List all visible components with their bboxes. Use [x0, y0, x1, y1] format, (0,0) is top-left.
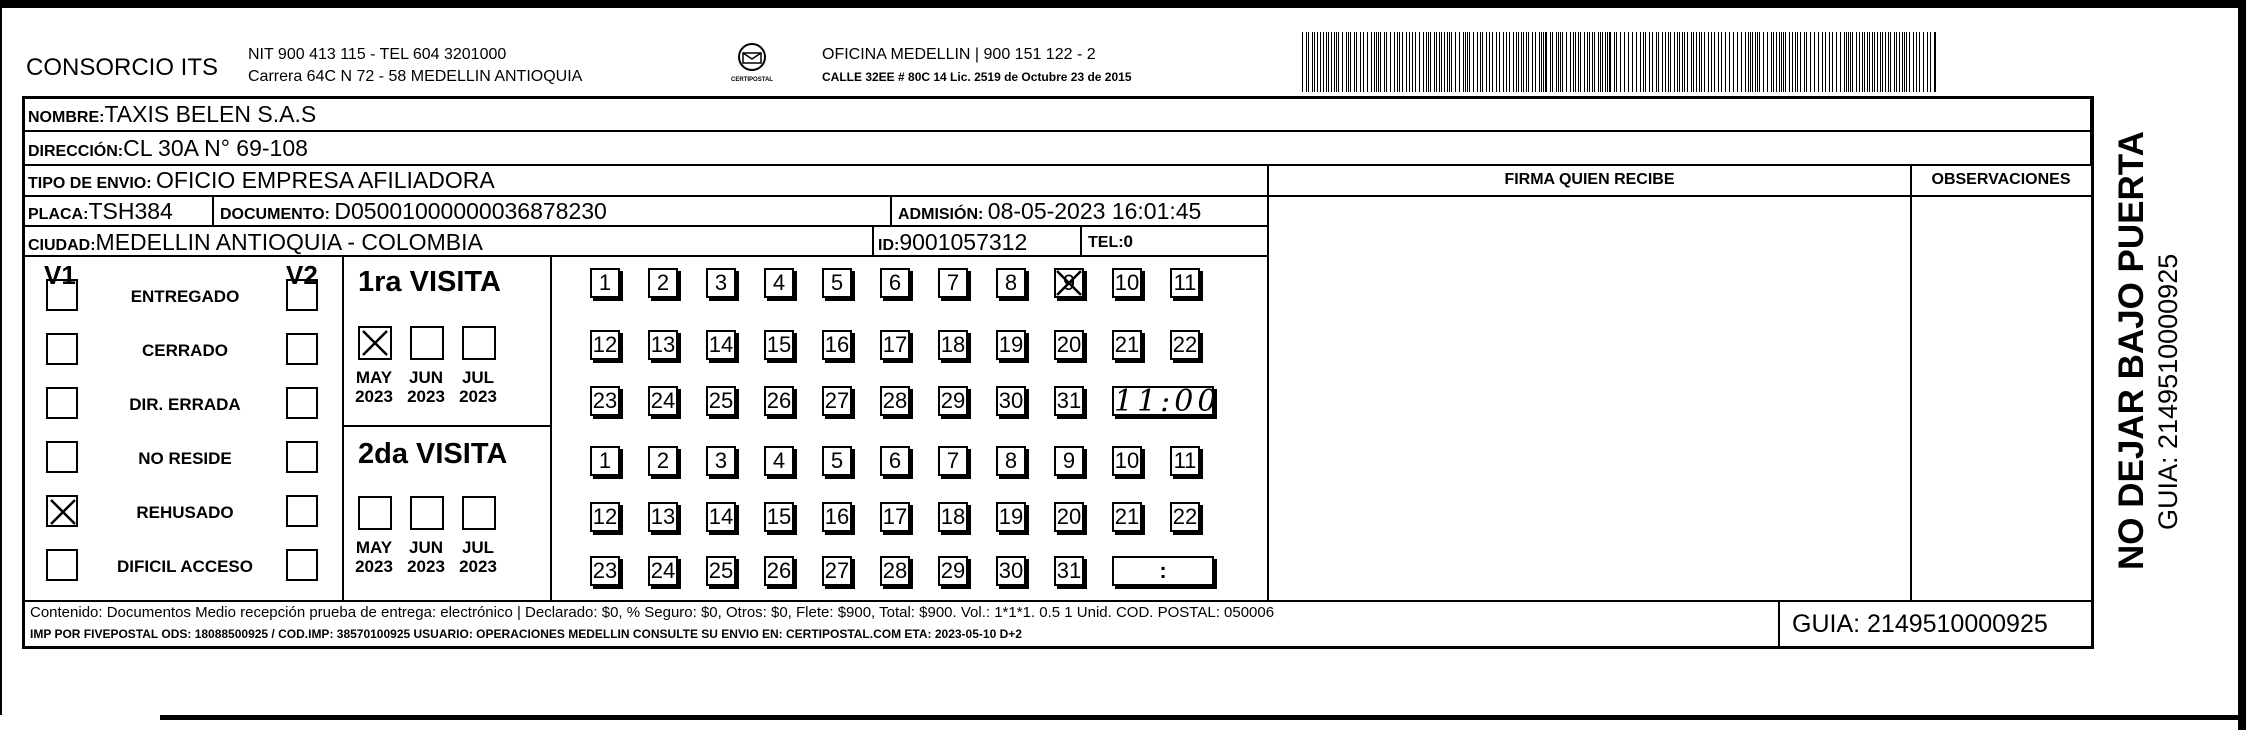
visit2-day-box[interactable]: 17: [880, 502, 910, 532]
documento-value: D05001000000036878230: [334, 198, 607, 224]
v2-checkbox[interactable]: [286, 549, 318, 581]
col-line: [890, 195, 892, 226]
visit1-day-box[interactable]: 1: [590, 268, 620, 298]
visit2-day-box[interactable]: 21: [1112, 502, 1142, 532]
visit1-month-label: [400, 368, 452, 406]
row-line: [22, 195, 2094, 197]
col-line: [342, 255, 344, 601]
id-label: ID:: [878, 237, 900, 254]
col-line: [2090, 96, 2092, 166]
row-line: [22, 164, 2094, 166]
placa-row: [28, 198, 173, 225]
direccion-label: DIRECCIÓN:: [28, 143, 124, 160]
documento-label: DOCUMENTO:: [220, 206, 330, 223]
tel-label: TEL:: [1088, 234, 1124, 251]
visit1-day-box[interactable]: 27: [822, 386, 852, 416]
visit1-day-box[interactable]: 2: [648, 268, 678, 298]
visit1-day-box[interactable]: 15: [764, 330, 794, 360]
v1-label: V1: [44, 260, 76, 290]
visit1-day-box[interactable]: 29: [938, 386, 968, 416]
observaciones-header: OBSERVACIONES: [1931, 171, 2071, 188]
visit2-day-box[interactable]: 14: [706, 502, 736, 532]
v2-checkbox[interactable]: [286, 441, 318, 473]
nombre-label: NOMBRE:: [28, 109, 105, 126]
tel-row: [1088, 232, 1133, 252]
col-line: [1267, 164, 1269, 601]
status-label: DIFICIL ACCESO: [116, 557, 253, 576]
visit1-day-box[interactable]: 18: [938, 330, 968, 360]
visit1-day-box[interactable]: 21: [1112, 330, 1142, 360]
month-year: 2023: [407, 557, 445, 576]
visit1-day-box[interactable]: 19: [996, 330, 1026, 360]
top-border: [0, 0, 2246, 8]
admision-label: ADMISIÓN:: [898, 206, 984, 223]
no-dejar-text: NO DEJAR BAJO PUERTA: [2112, 131, 2151, 570]
visit2-month-checkbox[interactable]: [462, 496, 496, 530]
visit2-day-box[interactable]: 6: [880, 446, 910, 476]
admision-value: 08-05-2023 16:01:45: [987, 198, 1202, 224]
visit2-month-label: [452, 538, 504, 576]
visit2-day-box[interactable]: 12: [590, 502, 620, 532]
left-rule: [0, 0, 2, 715]
month-year: 2023: [459, 387, 497, 406]
visit1-day-box[interactable]: 8: [996, 268, 1026, 298]
month-name: MAY: [355, 368, 393, 387]
visit2-day-box[interactable]: 22: [1170, 502, 1200, 532]
v1-checkbox[interactable]: [46, 279, 78, 311]
visit1-day-box[interactable]: 3: [706, 268, 736, 298]
office-address: CALLE 32EE # 80C 14 Lic. 2519 de Octubre 23 de 2015: [822, 70, 1132, 84]
visit2-day-box[interactable]: 7: [938, 446, 968, 476]
status-label: NO RESIDE: [138, 449, 232, 468]
visit2-day-box[interactable]: 29: [938, 556, 968, 586]
month-name: MAY: [355, 538, 393, 557]
visit1-day-box[interactable]: 11: [1170, 268, 1200, 298]
month-year: 2023: [355, 387, 393, 406]
barcode-icon: [1302, 32, 1938, 92]
col-line: [872, 225, 874, 256]
visit2-day-box[interactable]: 25: [706, 556, 736, 586]
visit2-time-box[interactable]: [1112, 556, 1214, 586]
visit2-month-label: [400, 538, 452, 576]
status-label: REHUSADO: [136, 503, 234, 522]
id-row: [878, 229, 1027, 256]
visit2-day-box[interactable]: 3: [706, 446, 736, 476]
bottom-rule: [160, 715, 2246, 720]
placa-value: TSH384: [88, 198, 173, 224]
visit2-day-box[interactable]: 8: [996, 446, 1026, 476]
ciudad-value: MEDELLIN ANTIOQUIA - COLOMBIA: [95, 229, 483, 255]
visit2-time-value: :: [1159, 558, 1167, 583]
visit1-title: 1ra VISITA: [358, 266, 501, 298]
visit2-month-checkbox[interactable]: [410, 496, 444, 530]
visit2-day-box[interactable]: 2: [648, 446, 678, 476]
visit2-day-box[interactable]: 15: [764, 502, 794, 532]
month-year: 2023: [407, 387, 445, 406]
visit2-day-box[interactable]: 19: [996, 502, 1026, 532]
v2-checkbox[interactable]: [286, 333, 318, 365]
visit1-day-box[interactable]: 30: [996, 386, 1026, 416]
v2-checkbox[interactable]: [286, 495, 318, 527]
v2-checkbox[interactable]: [286, 387, 318, 419]
visit2-day-box[interactable]: 9: [1054, 446, 1084, 476]
nit-line: NIT 900 413 115 - TEL 604 3201000: [248, 46, 507, 63]
visit1-day-box[interactable]: 13: [648, 330, 678, 360]
visit1-day-box[interactable]: 6: [880, 268, 910, 298]
right-border: [2238, 0, 2246, 730]
visit2-day-box[interactable]: 18: [938, 502, 968, 532]
imp-line: IMP POR FIVEPOSTAL ODS: 18088500925 / COD.IMP: 38570100925 USUARIO: OPERACIONES MEDELLIN CONSULTE SU ENVIO EN: CERTIPOSTAL.COM ETA: 2023-05-10 D+2: [30, 627, 1022, 641]
visit1-day-box[interactable]: 10: [1112, 268, 1142, 298]
admision-row: [898, 198, 1201, 225]
visit2-title: 2da VISITA: [358, 438, 508, 470]
col-line: [1910, 164, 1912, 601]
id-value: 9001057312: [899, 229, 1028, 255]
v2-label: V2: [286, 260, 318, 290]
direccion-value: CL 30A N° 69-108: [123, 135, 308, 161]
visit2-day-box[interactable]: 27: [822, 556, 852, 586]
v1-checkbox[interactable]: [46, 441, 78, 473]
tipo-value: OFICIO EMPRESA AFILIADORA: [156, 167, 495, 193]
month-year: 2023: [355, 557, 393, 576]
visit2-day-box[interactable]: 11: [1170, 446, 1200, 476]
month-name: JUL: [461, 368, 495, 387]
visit1-day-box[interactable]: 25: [706, 386, 736, 416]
side-text: [2112, 110, 2184, 570]
visit2-day-box[interactable]: 28: [880, 556, 910, 586]
visit2-day-box[interactable]: 31: [1054, 556, 1084, 586]
side-guia-text: GUIA: 2149510000925: [2153, 253, 2183, 530]
visit1-day-box[interactable]: 16: [822, 330, 852, 360]
visit2-day-box[interactable]: 5: [822, 446, 852, 476]
v1-checkbox[interactable]: [46, 387, 78, 419]
visit1-day-box[interactable]: 14: [706, 330, 736, 360]
logo-text: CERTIPOSTAL: [731, 77, 773, 83]
visit1-day-box[interactable]: 26: [764, 386, 794, 416]
guia-footer: GUIA: 2149510000925: [1792, 610, 2048, 638]
row-line: [22, 130, 2094, 132]
month-year: 2023: [459, 557, 497, 576]
visit1-day-box[interactable]: 24: [648, 386, 678, 416]
status-label: DIR. ERRADA: [129, 395, 241, 414]
row-line: [342, 425, 550, 427]
visit1-day-box[interactable]: 28: [880, 386, 910, 416]
tipo-row: [28, 167, 495, 194]
day-check-mark-icon: [1054, 268, 1084, 298]
visit1-day-box[interactable]: 9: [1054, 268, 1084, 298]
visit1-day-box[interactable]: 31: [1054, 386, 1084, 416]
visit1-day-box[interactable]: 22: [1170, 330, 1200, 360]
month-name: JUN: [408, 538, 443, 557]
status-label: CERRADO: [142, 341, 228, 360]
visit1-day-box[interactable]: 20: [1054, 330, 1084, 360]
visit1-month-label: [452, 368, 504, 406]
visit2-day-box[interactable]: 24: [648, 556, 678, 586]
month-name: JUL: [461, 538, 495, 557]
row-line: [22, 600, 2094, 602]
visit2-day-box[interactable]: 20: [1054, 502, 1084, 532]
v2-checkbox[interactable]: [286, 279, 318, 311]
visit2-day-box[interactable]: 10: [1112, 446, 1142, 476]
direccion-row: [28, 135, 308, 162]
visit2-day-box[interactable]: 13: [648, 502, 678, 532]
visit2-day-box[interactable]: 1: [590, 446, 620, 476]
month-name: JUN: [408, 368, 443, 387]
address-line: Carrera 64C N 72 - 58 MEDELLIN ANTIOQUIA: [248, 68, 583, 85]
v1-checkbox[interactable]: [46, 549, 78, 581]
visit2-month-label: [348, 538, 400, 576]
col-line: [212, 195, 214, 226]
visit1-day-box[interactable]: 23: [590, 386, 620, 416]
visit1-day-box[interactable]: 4: [764, 268, 794, 298]
col-line: [550, 255, 552, 601]
company-name: CONSORCIO ITS: [26, 54, 219, 81]
visit2-day-box[interactable]: 26: [764, 556, 794, 586]
col-line: [1778, 600, 1780, 649]
v1-checkbox[interactable]: [46, 333, 78, 365]
visit1-day-box[interactable]: 17: [880, 330, 910, 360]
visit2-day-box[interactable]: 16: [822, 502, 852, 532]
visit1-month-checkbox[interactable]: [410, 326, 444, 360]
v1-checkbox[interactable]: [46, 495, 78, 527]
visit1-month-label: [348, 368, 400, 406]
nombre-row: [28, 101, 316, 128]
visit1-day-box[interactable]: 12: [590, 330, 620, 360]
office-line: OFICINA MEDELLIN | 900 151 122 - 2: [822, 46, 1096, 63]
tel-value: 0: [1123, 232, 1134, 251]
firma-header: FIRMA QUIEN RECIBE: [1504, 171, 1675, 188]
visit1-time-value: 11:00: [1114, 384, 1221, 419]
visit2-month-checkbox[interactable]: [358, 496, 392, 530]
documento-row: [220, 198, 607, 225]
visit1-day-box[interactable]: 7: [938, 268, 968, 298]
tipo-label: TIPO DE ENVIO:: [28, 175, 152, 192]
nombre-value: TAXIS BELEN S.A.S: [104, 101, 317, 127]
envelope-icon: [735, 42, 769, 72]
visit2-day-box[interactable]: 23: [590, 556, 620, 586]
placa-label: PLACA:: [28, 206, 89, 223]
certipostal-logo-icon: [722, 42, 782, 92]
visit1-month-checkbox[interactable]: [358, 326, 392, 360]
ciudad-label: CIUDAD:: [28, 237, 96, 254]
visit2-day-box[interactable]: 4: [764, 446, 794, 476]
visit1-month-checkbox[interactable]: [462, 326, 496, 360]
contenido-line: Contenido: Documentos Medio recepción prueba de entrega: electrónico | Declarado: $0, % Seguro: $0, Otros: $0, Flete: $900, Total: $900. Vol.: 1*1*1. 0.5 1 Unid. COD. POSTAL: 050006: [30, 604, 1275, 621]
visit1-time-box[interactable]: [1112, 384, 1221, 419]
status-label: ENTREGADO: [130, 287, 240, 306]
visit1-day-box[interactable]: 5: [822, 268, 852, 298]
col-line: [1080, 225, 1082, 256]
visit2-day-box[interactable]: 30: [996, 556, 1026, 586]
ciudad-row: [28, 229, 483, 256]
